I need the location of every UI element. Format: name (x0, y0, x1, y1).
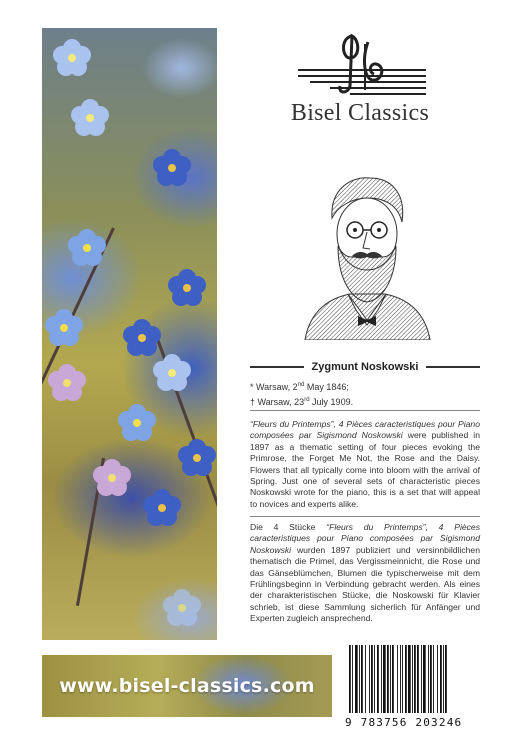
flower-icon (142, 488, 182, 528)
german-prefix: Die 4 Stücke (250, 522, 327, 532)
isbn-number: 9 783756 203246 (345, 716, 463, 729)
flower-icon (167, 268, 207, 308)
barcode-bar (400, 645, 401, 713)
english-body: were published in 1897 as a thematic setting of four pieces evoking the Primrose, the Forget Me Not, the Rose and the Daisy. Flowers that all typically come into bloom with the arrival of Spring. Just one of several sets of characteristic pieces Noskowski wrote for the piano, this is a set that will appeal to novices and experts alike. (250, 430, 480, 509)
flower-icon (70, 98, 110, 138)
flower-icon (67, 228, 107, 268)
flower-icon (52, 38, 92, 78)
divider-rule (250, 516, 480, 517)
barcode-bar (437, 645, 438, 713)
flower-icon (162, 588, 202, 628)
flower-icon (44, 308, 84, 348)
barcode-bar (408, 645, 411, 713)
composer-name: Zygmunt Noskowski (311, 361, 419, 373)
death-suffix: July 1909. (309, 397, 354, 407)
website-url: www.bisel-classics.com (59, 675, 315, 697)
barcode-bar (352, 645, 353, 713)
flower-icon (177, 438, 217, 478)
barcode-bar (445, 645, 447, 713)
barcode-bar (365, 645, 366, 713)
barcode-bar (390, 645, 391, 713)
barcode-bar (428, 645, 429, 713)
description-english (250, 419, 480, 510)
barcode-bar (355, 645, 358, 713)
description-german (250, 522, 480, 625)
barcode-bar (377, 645, 379, 713)
divider-line-left (250, 366, 304, 368)
flower-icon (122, 318, 162, 358)
composer-portrait (300, 170, 435, 340)
bisel-classics-logo-icon (290, 28, 430, 100)
barcode-bar (423, 645, 426, 713)
barcode-bar (387, 645, 389, 713)
flower-icon (152, 148, 192, 188)
composer-name-heading (250, 359, 480, 375)
barcode-bar (392, 645, 394, 713)
german-body: wurden 1897 publiziert und versinnbildlichen thematisch die Primel, das Vergissmeinnicht, die Rose und das Gänseblümchen, Blumen die typischerweise mit dem Frühlingsbeginn in Verbindung gebracht werden. Als eines der charakteristischen Stücke, die Noskowski für Klavier schrieb, ist diese Sammlung sicherlich für Anfänger und Experten zugleich ansprechend. (250, 544, 480, 624)
barcode-bar (412, 645, 413, 713)
flower-icon (47, 363, 87, 403)
barcode-bar (417, 645, 419, 713)
german-work-title: “Fleurs du Printemps”, 4 Pièces caracteristiques pour Piano composées par Sigismond Noskowski (250, 522, 481, 555)
barcode-bar (383, 645, 386, 713)
barcode-bar (397, 645, 398, 713)
barcode-bar (414, 645, 416, 713)
barcode-bar (349, 645, 351, 713)
barcode-bar (361, 645, 363, 713)
birth-sup: nd (297, 382, 305, 388)
birth-suffix: May 1846; (304, 382, 349, 392)
death-line (250, 394, 480, 409)
barcode-bar (433, 645, 434, 713)
brand-name: Bisel Classics (290, 100, 430, 126)
flower-icon (92, 458, 132, 498)
english-work-title: “Fleurs du Printemps”, 4 Pièces caracteristiques pour Piano composées par Sigismond Noskowski (250, 419, 480, 441)
barcode-bar (359, 645, 360, 713)
flower-icon (117, 403, 157, 443)
birth-prefix: * Warsaw, 2 (250, 382, 298, 392)
barcode-bar (371, 645, 373, 713)
barcode-bar (369, 645, 370, 713)
barcode-bar (421, 645, 422, 713)
barcode-bar (440, 645, 442, 713)
isbn-barcode (345, 645, 480, 730)
cover-photo-forget-me-nots (42, 28, 217, 640)
death-prefix: † Warsaw, 23 (250, 397, 305, 407)
barcode-bar (430, 645, 432, 713)
barcode-bar (443, 645, 444, 713)
barcode-bars (349, 645, 477, 715)
barcode-bar (405, 645, 407, 713)
flower-icon (152, 353, 192, 393)
composer-dates (250, 379, 480, 409)
barcode-bar (374, 645, 375, 713)
divider-rule (250, 410, 480, 411)
birth-line (250, 379, 480, 394)
divider-line-right (426, 366, 480, 368)
death-sup: rd (304, 397, 310, 403)
barcode-bar (381, 645, 382, 713)
barcode-bar (402, 645, 403, 713)
website-banner (42, 655, 332, 717)
